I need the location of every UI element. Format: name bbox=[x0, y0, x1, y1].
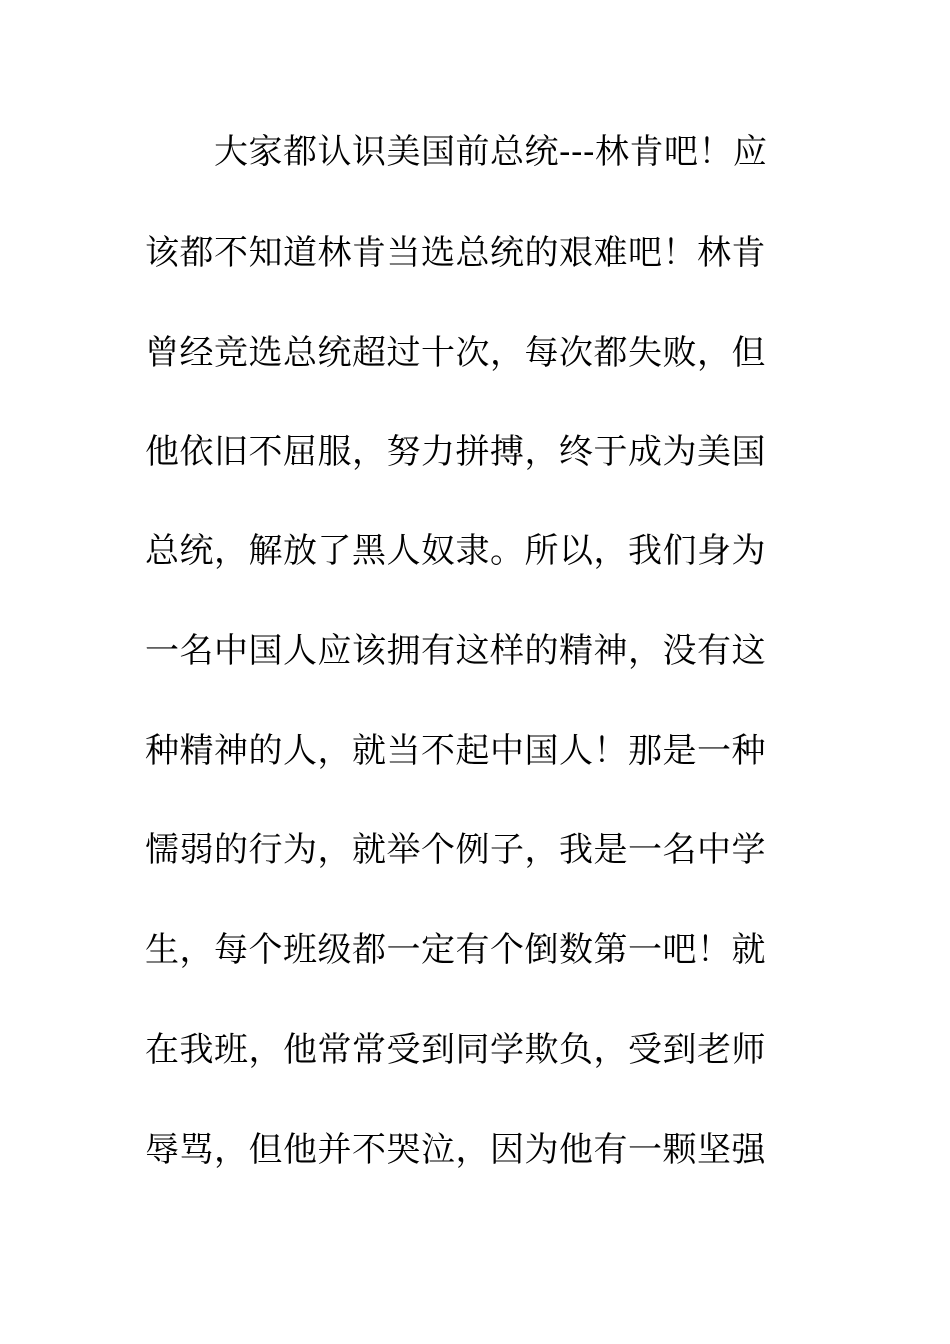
text-line: 懦弱的行为，就举个例子，我是一名中学 bbox=[145, 830, 766, 870]
text-line: 曾经竞选总统超过十次，每次都失败，但 bbox=[145, 333, 766, 373]
text-line: 种精神的人，就当不起中国人！那是一种 bbox=[145, 731, 766, 771]
text-line: 他依旧不屈服，努力拼搏，终于成为美国 bbox=[145, 432, 766, 472]
text-line: 一名中国人应该拥有这样的精神，没有这 bbox=[145, 631, 766, 671]
text-line: 总统，解放了黑人奴隶。所以，我们身为 bbox=[145, 531, 766, 571]
text-line: 生，每个班级都一定有个倒数第一吧！就 bbox=[145, 930, 766, 970]
text-line: 在我班，他常常受到同学欺负，受到老师 bbox=[145, 1030, 766, 1070]
text-line: 辱骂，但他并不哭泣，因为他有一颗坚强 bbox=[145, 1130, 766, 1170]
text-line: 大家都认识美国前总统---林肯吧！应 bbox=[214, 132, 768, 172]
text-line: 该都不知道林肯当选总统的艰难吧！林肯 bbox=[145, 233, 766, 273]
